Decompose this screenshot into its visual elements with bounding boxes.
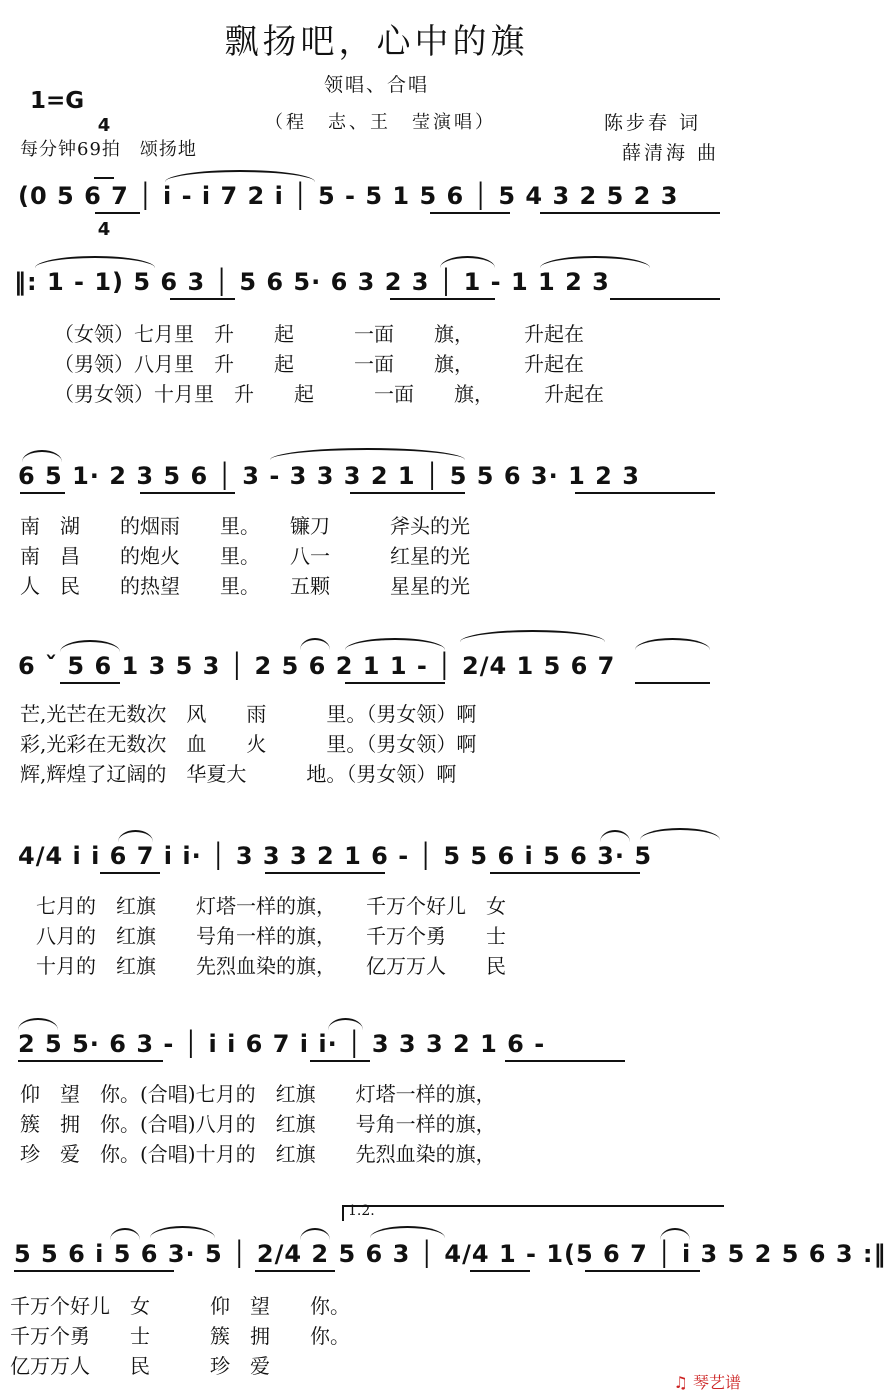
slur <box>60 640 120 652</box>
lyricist-credit: 陈步春 词 <box>604 112 702 134</box>
lyric-verse-2: 彩,光彩在无数次 血 火 里。（男女领）啊 <box>20 732 477 756</box>
beam-underline <box>345 682 445 684</box>
beam-underline <box>20 492 65 494</box>
lyric-verse-3: 珍 爱 你。(合唱)十月的 红旗 先烈血染的旗， <box>20 1142 496 1166</box>
slur <box>460 630 605 642</box>
slur <box>150 1226 215 1238</box>
beam-underline <box>60 682 120 684</box>
slur <box>270 448 465 460</box>
notes-line: 2 5 5· 6 3 - │ i i 6 7 i i· │ 3 3 3 2 1 6 - <box>18 1030 546 1058</box>
performance-form: 领唱、合唱 <box>323 74 429 96</box>
beam-underline <box>255 1270 335 1272</box>
meter-top: 4 <box>97 115 111 136</box>
slur <box>345 638 445 650</box>
beam-underline <box>470 1270 530 1272</box>
beam-underline <box>610 298 720 300</box>
beam-underline <box>310 1060 370 1062</box>
beam-underline <box>100 872 160 874</box>
singers: （程 志、王 莹演唱） <box>265 112 496 133</box>
slur <box>300 638 330 650</box>
slur <box>118 830 153 842</box>
notes-line: 4/4 i i 6 7 i i· │ 3 3 3 2 1 6 - │ 5 5 6 i 5 6 3· 5 <box>18 842 653 870</box>
notes-line: ‖: 1 - 1) 5 6 3 │ 5 6 5· 6 3 2 3 │ 1 - 1 1 2 3 <box>14 268 610 296</box>
slur <box>440 256 495 268</box>
meter-bottom: 4 <box>97 219 111 240</box>
beam-underline <box>140 492 235 494</box>
song-title: 飘扬吧，心中的旗 <box>224 22 529 62</box>
beam-underline <box>490 872 640 874</box>
notes-line: 5 5 6 i 5 6 3· 5 │ 2/4 2 5 6 3 │ 4/4 1 - 1(5 6 7 │ i 3 5 2 5 6 3 :‖ <box>14 1240 886 1268</box>
volta-label: 1.2. <box>348 1203 375 1219</box>
notes-line: 6 5 1· 2 3 5 6 │ 3 - 3 3 3 2 1 │ 5 5 6 3· 1 2 3 <box>18 462 640 490</box>
lyric-verse-2: 八月的 红旗 号角一样的旗， 千万个勇 士 <box>36 924 506 948</box>
beam-underline <box>350 492 465 494</box>
beam-underline <box>585 1270 700 1272</box>
slur <box>35 256 155 268</box>
logo-icon: ♫ <box>673 1373 693 1392</box>
beam-underline <box>635 682 710 684</box>
beam-underline <box>575 492 715 494</box>
slur <box>635 638 710 650</box>
beam-underline <box>540 212 720 214</box>
lyric-verse-3: 十月的 红旗 先烈血染的旗， 亿万万人 民 <box>36 954 506 978</box>
lyric-verse-1: 南 湖 的烟雨 里。 镰刀 斧头的光 <box>20 514 470 538</box>
beam-underline <box>265 872 385 874</box>
beam-underline <box>390 298 495 300</box>
beam-underline <box>95 212 140 214</box>
volta-bracket <box>342 1205 724 1221</box>
time-signature <box>92 76 116 260</box>
slur <box>660 1228 690 1240</box>
slur <box>300 1228 330 1240</box>
slur <box>22 450 62 462</box>
tempo-marking: 每分钟69拍 颂扬地 <box>20 139 197 160</box>
notes-line: (0 5 6 7 │ i - i 7 2 i │ 5 - 5 1 5 6 │ 5 4 3 2 5 2 3 <box>18 182 679 210</box>
lyric-verse-2: （男领）八月里 升 起 一面 旗， 升起在 <box>54 352 584 376</box>
lyric-verse-1: 七月的 红旗 灯塔一样的旗， 千万个好儿 女 <box>36 894 506 918</box>
logo-text: 琴艺谱 <box>692 1373 741 1392</box>
slur <box>640 828 720 840</box>
lyric-verse-1: 仰 望 你。(合唱)七月的 红旗 灯塔一样的旗， <box>20 1082 496 1106</box>
meter-rule <box>94 177 114 179</box>
slur <box>600 830 630 842</box>
slur <box>165 170 315 182</box>
lyric-verse-1: 芒,光芒在无数次 风 雨 里。（男女领）啊 <box>20 702 477 726</box>
lyric-verse-2: 簇 拥 你。(合唱)八月的 红旗 号角一样的旗， <box>20 1112 496 1136</box>
slur <box>328 1018 363 1030</box>
beam-underline <box>170 298 235 300</box>
key-signature: 1=G <box>30 88 85 114</box>
lyric-verse-1: （女领）七月里 升 起 一面 旗， 升起在 <box>54 322 584 346</box>
beam-underline <box>430 212 510 214</box>
lyric-verse-3: 辉,辉煌了辽阔的 华夏大 地。（男女领）啊 <box>20 762 457 786</box>
lyric-verse-3: （男女领）十月里 升 起 一面 旗， 升起在 <box>54 382 604 406</box>
slur <box>370 1226 445 1238</box>
notes-line: 6 ˇ 5 6 1 3 5 3 │ 2 5 6 2 1 1 - │ 2/4 1 5 6 7 <box>18 652 616 680</box>
beam-underline <box>14 1270 174 1272</box>
lyric-verse-3: 人 民 的热望 里。 五颗 星星的光 <box>20 574 470 598</box>
lyric-verse-2: 千万个勇 士 簇 拥 你。 <box>10 1324 350 1348</box>
beam-underline <box>18 1060 163 1062</box>
lyric-verse-3: 亿万万人 民 珍 爱 <box>10 1354 270 1378</box>
watermark-logo <box>663 1351 741 1393</box>
slur <box>110 1228 140 1240</box>
slur <box>540 256 650 268</box>
lyric-verse-1: 千万个好儿 女 仰 望 你。 <box>10 1294 350 1318</box>
beam-underline <box>505 1060 625 1062</box>
composer-credit: 薛清海 曲 <box>622 142 720 164</box>
lyric-verse-2: 南 昌 的炮火 里。 八一 红星的光 <box>20 544 470 568</box>
slur <box>18 1018 58 1030</box>
